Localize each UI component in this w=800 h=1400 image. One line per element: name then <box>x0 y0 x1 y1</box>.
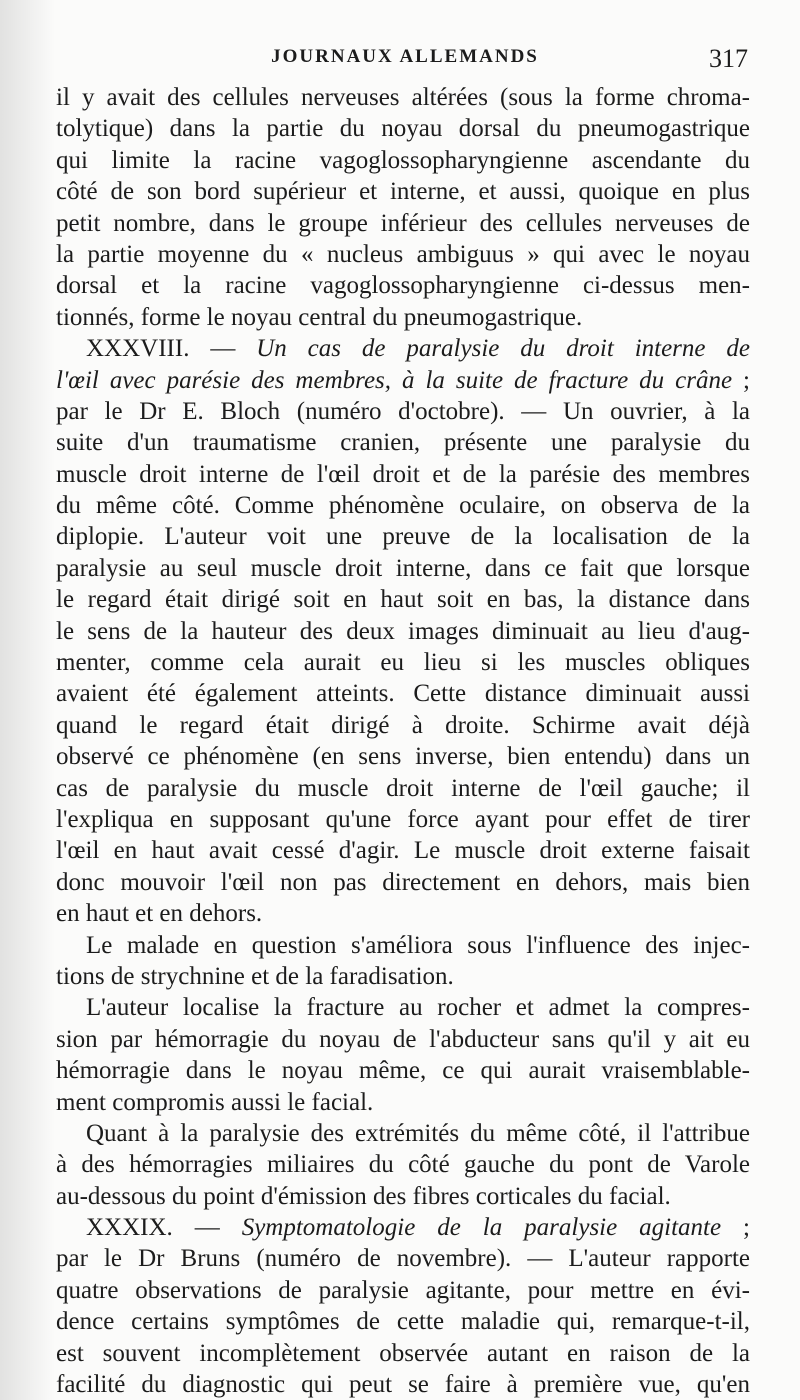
text-line <box>56 741 750 772</box>
body-text <box>56 82 750 1400</box>
text-segment: muscle droit interne de l'œil droit et de la parésie des membres <box>56 460 750 488</box>
text-segment: il y avait des cellules nerveuses altérées (sous la forme chroma- <box>56 84 750 111</box>
text-line <box>56 930 750 961</box>
text-segment: dorsal et la racine vagoglossopharyngienne ci-dessus men- <box>56 272 750 300</box>
text-line <box>56 616 750 647</box>
text-line <box>56 333 750 364</box>
text-segment: l'œil en haut avait cessé d'agir. Le muscle droit externe faisait <box>56 837 750 865</box>
text-line <box>56 521 750 552</box>
text-segment: en haut et en dehors. <box>56 900 263 928</box>
text-segment: ; <box>721 1214 751 1242</box>
text-line <box>56 1181 750 1212</box>
text-line <box>56 302 750 333</box>
text-segment: suite d'un traumatisme cranien, présente une paralysie du <box>56 429 750 457</box>
text-line <box>56 145 750 176</box>
text-segment: le regard était dirigé soit en haut soit en bas, la distance dans <box>56 586 750 614</box>
text-line <box>56 804 750 835</box>
text-segment: cas de paralysie du muscle droit interne de l'œil gauche; il <box>56 774 750 802</box>
text-line <box>56 1243 750 1274</box>
text-segment: l'expliqua en supposant qu'une force ayant pour effet de tirer <box>56 805 750 833</box>
text-segment: sion par hémorragie du noyau de l'abducteur sans qu'il y ait eu <box>56 1025 750 1053</box>
text-line <box>56 584 750 615</box>
text-line <box>56 992 750 1023</box>
text-line <box>56 553 750 584</box>
page-header <box>60 44 750 78</box>
text-line <box>56 396 750 427</box>
text-line <box>56 898 750 929</box>
text-line <box>56 867 750 898</box>
text-segment: par le Dr E. Bloch (numéro d'octobre). — Un ouvrier, à la <box>56 397 750 425</box>
text-segment: diplopie. L'auteur voit une preuve de la localisation de la <box>56 523 750 551</box>
text-line <box>56 773 750 804</box>
text-segment: menter, comme cela aurait eu lieu si les muscles obliques <box>56 649 750 677</box>
text-segment: paralysie au seul muscle droit interne, dans ce fait que lorsque <box>56 554 750 582</box>
text-line <box>56 1055 750 1086</box>
text-line <box>56 427 750 458</box>
text-line <box>56 365 750 396</box>
text-segment: petit nombre, dans le groupe inférieur des cellules nerveuses de <box>56 209 750 237</box>
text-segment: du même côté. Comme phénomène oculaire, on observa de la <box>56 492 750 520</box>
running-head: JOURNAUX ALLEMANDS <box>271 46 539 67</box>
text-line <box>56 1306 750 1337</box>
text-segment: le sens de la hauteur des deux images diminuait au lieu d'aug- <box>56 617 750 645</box>
text-segment: à des hémorragies miliaires du côté gauche du pont de Varole <box>56 1151 750 1179</box>
text-segment: donc mouvoir l'œil non pas directement en dehors, mais bien <box>56 868 750 896</box>
text-line <box>56 647 750 678</box>
text-segment: hémorragie dans le noyau même, ce qui aurait vraisemblable- <box>56 1057 750 1085</box>
text-line <box>56 176 750 207</box>
text-segment: L'auteur localise la fracture au rocher et admet la compres- <box>86 994 750 1022</box>
text-segment: Quant à la paralysie des extrémités du même côté, il l'attribue <box>86 1119 750 1147</box>
text-segment: est souvent incomplètement observée autant en raison de la <box>56 1339 750 1367</box>
text-segment: tolytique) dans la partie du noyau dorsal du pneumogastrique <box>56 115 750 143</box>
text-segment: ; <box>732 366 750 394</box>
italic-text: Un cas de paralysie du droit interne de <box>256 335 750 363</box>
text-segment: tionnés, forme le noyau central du pneumogastrique. <box>56 303 583 331</box>
text-line <box>56 1275 750 1306</box>
text-line <box>56 710 750 741</box>
text-line <box>56 82 750 113</box>
text-line <box>56 1024 750 1055</box>
text-segment: Le malade en question s'améliora sous l'influence des injec- <box>86 931 750 959</box>
text-segment: avaient été également atteints. Cette distance diminuait aussi <box>56 680 750 708</box>
text-line <box>56 1369 750 1400</box>
text-segment: au-dessous du point d'émission des fibres corticales du facial. <box>56 1182 671 1210</box>
text-line <box>56 1149 750 1180</box>
text-line <box>56 1338 750 1369</box>
text-segment: observé ce phénomène (en sens inverse, bien entendu) dans un <box>56 743 750 771</box>
text-line <box>56 1087 750 1118</box>
text-segment: par le Dr Bruns (numéro de novembre). — L'auteur rapporte <box>56 1245 750 1273</box>
text-line <box>56 961 750 992</box>
text-line <box>56 270 750 301</box>
text-line <box>56 459 750 490</box>
text-segment: la partie moyenne du « nucleus ambiguus » qui avec le noyau <box>56 240 750 268</box>
text-line <box>56 113 750 144</box>
text-segment: XXXIX. — <box>86 1214 242 1242</box>
text-segment: qui limite la racine vagoglossopharyngienne ascendante du <box>56 146 750 174</box>
italic-text: Symptomatologie de la paralysie agitante <box>241 1214 722 1242</box>
text-segment: facilité du diagnostic qui peut se faire à première vue, qu'en <box>56 1371 750 1399</box>
text-segment: XXXVIII. — <box>86 335 257 363</box>
text-segment: côté de son bord supérieur et interne, et aussi, quoique en plus <box>56 178 750 206</box>
text-segment: quatre observations de paralysie agitante, pour mettre en évi- <box>56 1276 750 1304</box>
text-line <box>56 1118 750 1149</box>
text-segment: tions de strychnine et de la faradisation. <box>56 962 454 990</box>
text-segment: ment compromis aussi le facial. <box>56 1088 374 1116</box>
text-line <box>56 678 750 709</box>
italic-text: l'œil avec parésie des membres, à la suite de fracture du crâne <box>56 366 733 394</box>
text-line <box>56 835 750 866</box>
text-segment: dence certains symptômes de cette maladie qui, remarque-t-il, <box>56 1308 750 1336</box>
text-line <box>56 1212 750 1243</box>
text-segment: quand le regard était dirigé à droite. Schirme avait déjà <box>56 711 750 739</box>
text-line <box>56 208 750 239</box>
text-line <box>56 490 750 521</box>
text-line <box>56 239 750 270</box>
page-number: 317 <box>709 44 748 73</box>
